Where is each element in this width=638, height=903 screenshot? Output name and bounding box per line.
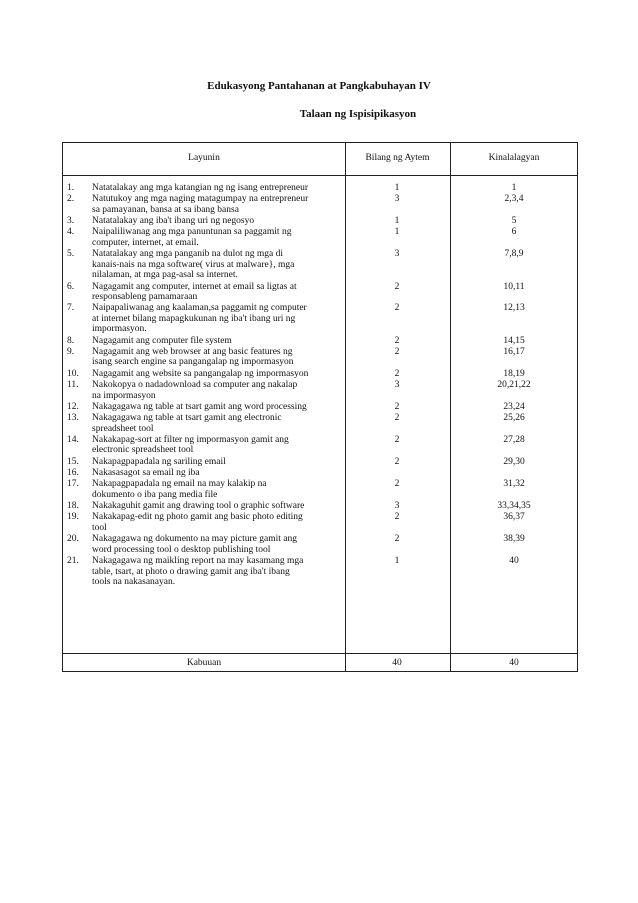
row-objective bbox=[92, 457, 338, 468]
row-item-count: 1 bbox=[394, 227, 400, 238]
objective-line: Nakapagpapadala ng sariling email bbox=[92, 456, 226, 467]
row-number: 19. bbox=[67, 512, 79, 523]
row-item-count: 3 bbox=[394, 501, 400, 512]
objective-line: Natatalakay ang mga katangian ng ng isang entrepreneur bbox=[92, 183, 309, 193]
row-item-count: 3 bbox=[394, 249, 400, 260]
row-number: 2. bbox=[67, 194, 75, 205]
objective-line: impormasyon. bbox=[92, 324, 147, 335]
row-location: 1 bbox=[511, 183, 517, 193]
objective-line: nilalaman, at mga pag-asal sa internet. bbox=[92, 270, 238, 281]
row-number: 7. bbox=[67, 303, 75, 314]
row-number: 17. bbox=[67, 479, 79, 490]
header-location: Kinalalagyan bbox=[488, 153, 540, 163]
row-objective bbox=[92, 227, 338, 248]
objective-line: computer, internet, at email. bbox=[92, 237, 199, 248]
row-item-count: 2 bbox=[394, 281, 400, 292]
objective-line: Nakokopya o nadadownload sa computer ang nakalap bbox=[92, 380, 298, 390]
row-objective bbox=[92, 402, 338, 413]
row-location: 7,8,9 bbox=[504, 249, 524, 260]
row-location: 5 bbox=[511, 216, 517, 227]
objective-line: na impormasyon bbox=[92, 390, 156, 401]
objective-line: Nakagagawa ng table at tsart gamit ang word processing bbox=[92, 401, 307, 412]
objective-line: Nagagamit ang web browser at ang basic features ng bbox=[92, 346, 293, 357]
objective-line: Nakakapag-edit ng photo gamit ang basic photo editing bbox=[92, 512, 303, 523]
row-objective bbox=[92, 501, 338, 512]
objective-line: Nagagamit ang website sa pangangalap ng impormasyon bbox=[92, 368, 309, 379]
row-location: 18,19 bbox=[503, 368, 525, 379]
row-number: 1. bbox=[67, 183, 75, 193]
objective-line: tools na nakasanayan. bbox=[92, 577, 176, 587]
row-item-count: 1 bbox=[394, 556, 400, 566]
row-objective bbox=[92, 347, 338, 368]
row-number: 16. bbox=[67, 468, 79, 478]
row-item-count: 3 bbox=[394, 380, 400, 390]
row-objective bbox=[92, 413, 338, 434]
row-objective bbox=[92, 249, 338, 281]
row-location: 6 bbox=[511, 227, 517, 238]
row-objective bbox=[92, 336, 338, 347]
header-items: Bilang ng Aytem bbox=[365, 153, 430, 163]
objective-line: electronic spreadsheet tool bbox=[92, 445, 194, 456]
row-item-count: 2 bbox=[394, 479, 400, 490]
row-location: 40 bbox=[509, 556, 519, 566]
row-item-count: 2 bbox=[394, 413, 400, 424]
row-location: 2,3,4 bbox=[504, 194, 524, 205]
objective-line: word processing tool o desktop publishing tool bbox=[92, 544, 271, 555]
objective-line: Nakakapag-sort at filter ng impormasyon gamit ang bbox=[92, 434, 289, 445]
row-location: 16,17 bbox=[503, 346, 525, 357]
objective-line: dokumento o iba pang media file bbox=[92, 489, 218, 500]
objective-line: isang search engine sa pangangalap ng impormasyon bbox=[92, 357, 294, 368]
row-location: 10,11 bbox=[503, 281, 525, 292]
row-objective bbox=[92, 282, 338, 303]
row-item-count: 2 bbox=[394, 434, 400, 445]
row-number: 3. bbox=[67, 216, 75, 227]
objective-line: responsableng pamamaraan bbox=[92, 292, 198, 302]
row-number: 20. bbox=[67, 534, 79, 545]
row-location: 20,21,22 bbox=[497, 380, 531, 390]
row-location: 12,13 bbox=[503, 303, 525, 314]
row-number: 12. bbox=[67, 401, 79, 412]
row-objective bbox=[92, 303, 338, 335]
objective-line: Natatalakay ang iba't ibang uri ng negosyo bbox=[92, 216, 255, 227]
objective-line: Nakagagawa ng table at tsart gamit ang electronic bbox=[92, 413, 282, 424]
row-number: 14. bbox=[67, 434, 79, 445]
objective-line: kanais-nais na mga software( virus at malware}, mga bbox=[92, 259, 295, 270]
total-count: 40 bbox=[392, 658, 402, 668]
row-number: 8. bbox=[67, 335, 75, 346]
row-objective bbox=[92, 194, 338, 215]
header-objective: Layunin bbox=[188, 153, 220, 163]
objective-line: Natatalakay ang mga panganib na dulot ng mga di bbox=[92, 249, 283, 260]
row-number: 6. bbox=[67, 281, 75, 292]
row-objective bbox=[92, 479, 338, 500]
objective-line: Nakagagawa ng maikling report na may kasamang mga bbox=[92, 556, 304, 566]
total-label: Kabuuan bbox=[186, 658, 222, 668]
row-objective bbox=[92, 369, 338, 380]
specification-table bbox=[62, 142, 578, 672]
total-row bbox=[63, 653, 577, 674]
row-location: 38,39 bbox=[503, 534, 525, 545]
row-item-count: 2 bbox=[394, 368, 400, 379]
row-item-count: 2 bbox=[394, 456, 400, 467]
row-location: 23,24 bbox=[503, 401, 525, 412]
row-location: 33,34,35 bbox=[497, 501, 531, 512]
objective-line: Naipapaliwanag ang kaalaman,sa paggamit ng computer bbox=[92, 303, 307, 314]
row-item-count: 3 bbox=[394, 194, 400, 205]
row-objective bbox=[92, 183, 338, 194]
objective-line: Natutukoy ang mga naging matagumpay na entrepreneur bbox=[92, 194, 309, 205]
row-objective bbox=[92, 435, 338, 456]
row-location: 27,28 bbox=[503, 434, 525, 445]
objective-line: at internet bilang mapagkukunan ng iba't ibang uri ng bbox=[92, 313, 296, 324]
row-item-count: 2 bbox=[394, 346, 400, 357]
row-objective bbox=[92, 556, 338, 588]
row-location: 29,30 bbox=[503, 456, 525, 467]
row-objective bbox=[92, 380, 338, 401]
row-item-count: 2 bbox=[394, 335, 400, 346]
objective-line: Naipaliliwanag ang mga panuntunan sa paggamit ng bbox=[92, 227, 292, 238]
row-number: 15. bbox=[67, 456, 79, 467]
objective-line: Nakapagpapadala ng email na may kalakip na bbox=[92, 479, 267, 490]
row-number: 21. bbox=[67, 556, 79, 566]
row-number: 11. bbox=[67, 380, 79, 390]
total-location: 40 bbox=[509, 658, 519, 668]
document-title: Edukasyong Pantahanan at Pangkabuhayan IV bbox=[207, 80, 431, 92]
row-location: 14,15 bbox=[503, 335, 525, 346]
row-item-count: 1 bbox=[394, 183, 400, 193]
row-number: 5. bbox=[67, 249, 75, 260]
objective-line: sa pamayanan, bansa at sa ibang bansa bbox=[92, 204, 239, 215]
row-number: 10. bbox=[67, 368, 79, 379]
row-objective bbox=[92, 468, 338, 479]
table-header bbox=[63, 143, 577, 176]
row-location: 31,32 bbox=[503, 479, 525, 490]
row-number: 4. bbox=[67, 227, 75, 238]
row-item-count: 2 bbox=[394, 303, 400, 314]
row-number: 13. bbox=[67, 413, 79, 424]
row-objective bbox=[92, 216, 338, 227]
row-location: 36,37 bbox=[503, 512, 525, 523]
row-item-count: 1 bbox=[394, 216, 400, 227]
row-number: 9. bbox=[67, 346, 75, 357]
row-number: 18. bbox=[67, 501, 79, 512]
row-objective bbox=[92, 512, 338, 533]
document-subtitle: Talaan ng Ispisipikasyon bbox=[299, 108, 417, 120]
objective-line: table, tsart, at photo o drawing gamit ang iba't ibang bbox=[92, 566, 290, 577]
row-item-count: 2 bbox=[394, 401, 400, 412]
objective-line: Nakagagawa ng dokumento na may picture gamit ang bbox=[92, 534, 297, 545]
row-location: 25,26 bbox=[503, 413, 525, 424]
row-item-count: 2 bbox=[394, 512, 400, 523]
objective-line: Nagagamit ang computer file system bbox=[92, 335, 232, 346]
objective-line: Nagagamit ang computer, internet at email sa ligtas at bbox=[92, 281, 297, 292]
objective-line: tool bbox=[92, 522, 107, 533]
row-item-count: 2 bbox=[394, 534, 400, 545]
row-objective bbox=[92, 534, 338, 555]
objective-line: spreadsheet tool bbox=[92, 423, 154, 434]
objective-line: Nakakaguhit gamit ang drawing tool o graphic software bbox=[92, 501, 305, 512]
objective-line: Nakasasagot sa email ng iba bbox=[92, 468, 200, 478]
